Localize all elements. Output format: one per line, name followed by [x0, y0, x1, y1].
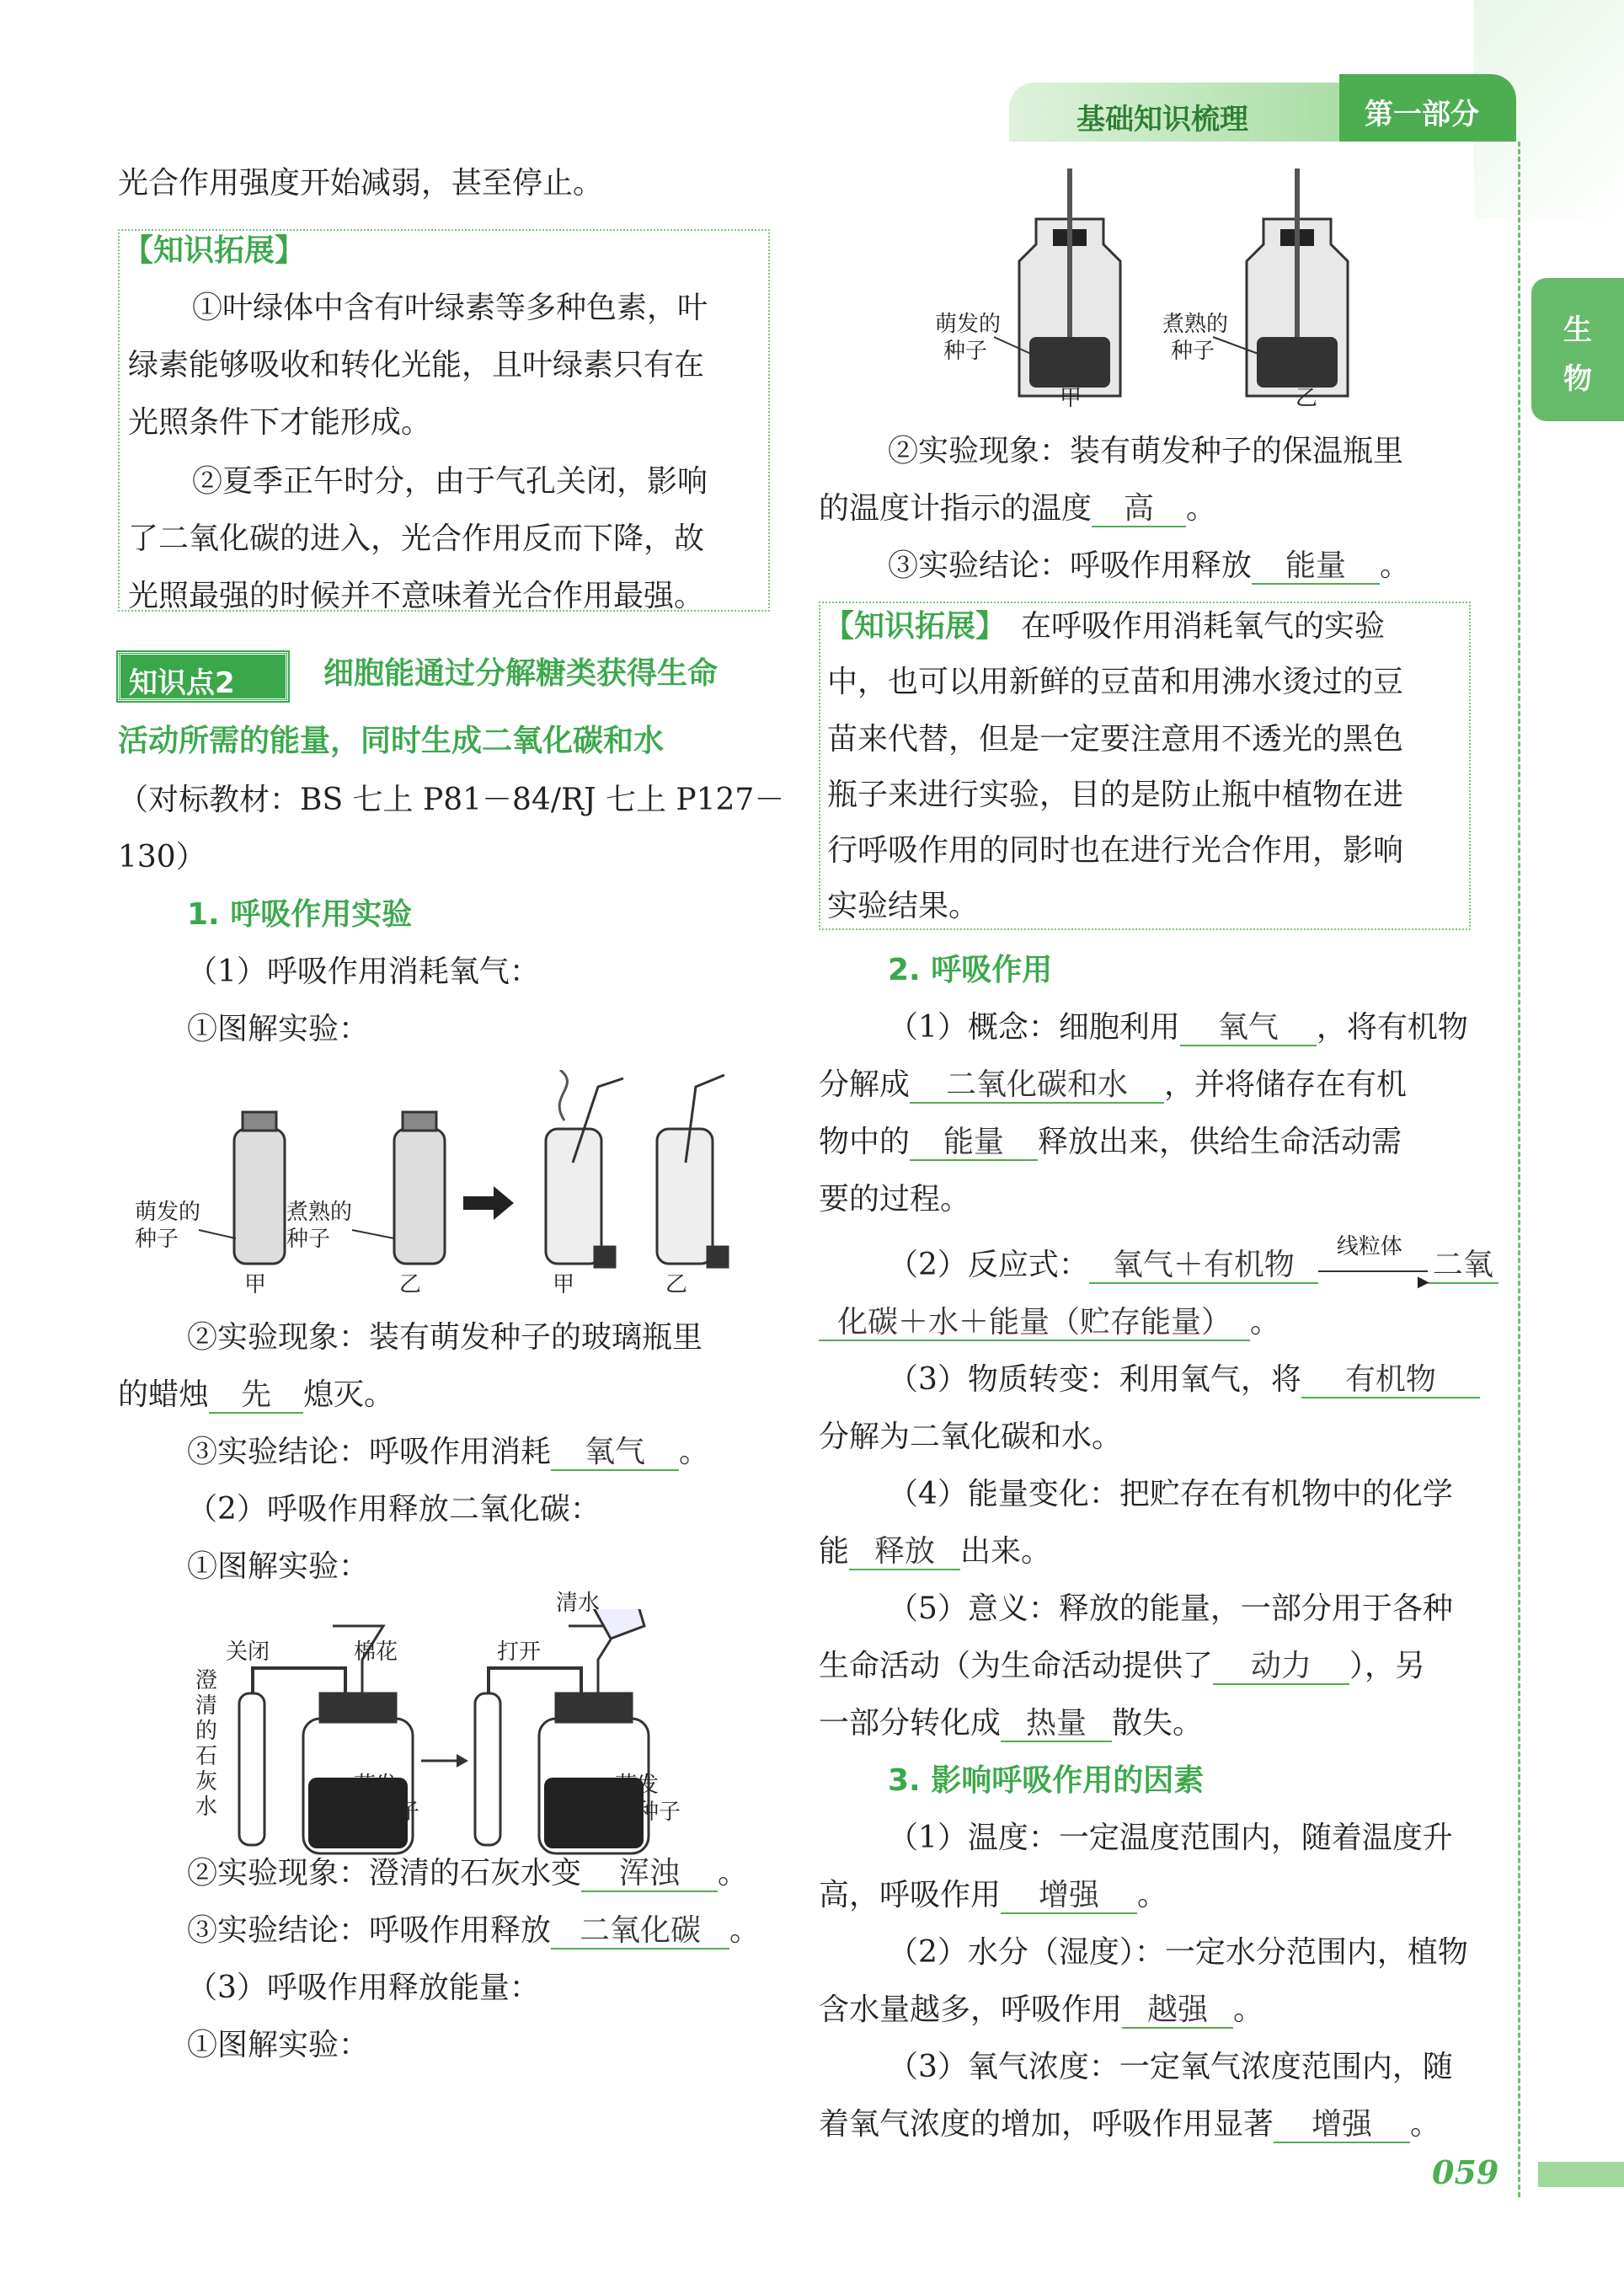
- fig2-lime-1: 澄: [195, 1668, 218, 1693]
- c3-post: 释放出来，供给生命活动需: [1038, 1125, 1402, 1159]
- c1-pre: （1）概念：细胞利用: [888, 1010, 1180, 1045]
- formula-line-1: [888, 1234, 1498, 1291]
- test-tube-1: [239, 1693, 264, 1845]
- answer-blank: 增强: [1001, 1879, 1137, 1914]
- r1b-pre: 的温度计指示的温度: [819, 491, 1092, 526]
- header-section-band: [1009, 83, 1346, 142]
- p2b-post: 。: [729, 1913, 761, 1948]
- concept-line-4: 要的过程。: [819, 1182, 971, 1217]
- arrow-right-icon: [463, 1186, 514, 1220]
- c2-pre: 分解成: [819, 1067, 911, 1102]
- fig2-closed-label: 关闭: [226, 1639, 270, 1665]
- knowledge-point-title-1: 细胞能通过分解糖类获得生命: [323, 656, 719, 691]
- fig2-seeds-2a: 萌发: [615, 1773, 660, 1798]
- p1b-pre: 的蜡烛: [118, 1377, 210, 1412]
- water-line-1: （2）水分（湿度）：一定水分范围内，植物: [888, 1935, 1468, 1970]
- fig2-open-label: 打开: [497, 1639, 542, 1665]
- sub-co2-release: （2）呼吸作用释放二氧化碳：: [187, 1492, 601, 1527]
- ext1-line-4: ②夏季正午时分，由于气孔关闭，影响: [192, 464, 708, 499]
- answer-blank: 高: [1092, 492, 1186, 527]
- c1-post: ，将有机物: [1316, 1010, 1468, 1045]
- fig1-cooked-label-1: 煮熟的: [286, 1200, 353, 1225]
- ext2-line-1: 中，也可以用新鲜的豆苗和用沸水烫过的豆: [827, 665, 1404, 699]
- fig2-lime-2: 清: [195, 1693, 218, 1719]
- rfig-germ-2: 种子: [943, 339, 988, 364]
- ext1-line-1: ①叶绿体中含有叶绿素等多种色素，叶: [192, 291, 708, 325]
- energy-line-2: [819, 1535, 1051, 1570]
- fig2-lime-6: 水: [195, 1794, 218, 1820]
- fig2-lime-5: 灰: [195, 1769, 218, 1794]
- fig2-seeds-1b: 的种子: [354, 1800, 420, 1825]
- knowledge-extension-tag-1: 【知识拓展】: [123, 233, 306, 268]
- answer-blank: 能量: [1252, 549, 1380, 585]
- formula-line-2: [819, 1306, 1280, 1341]
- arrow-head-icon: ▶: [1417, 1273, 1429, 1291]
- smoke-icon: [559, 1070, 567, 1120]
- thermos-experiment-figure: [927, 168, 1398, 421]
- reaction-arrow: [1318, 1234, 1429, 1291]
- answer-blank: 越强: [1122, 1993, 1233, 2029]
- m1-pre: （3）物质转变：利用氧气，将: [888, 1362, 1301, 1397]
- answer-blank: 二氧化碳和水: [910, 1068, 1164, 1104]
- e2-post: 出来。: [960, 1534, 1052, 1569]
- p1c-pre: ③实验结论：呼吸作用消耗: [187, 1435, 552, 1469]
- significance-line-1: （5）意义：释放的能量，一部分用于各种: [888, 1591, 1453, 1626]
- p2a-pre: ②实验现象：澄清的石灰水变: [187, 1856, 582, 1891]
- answer-blank: 化碳＋水＋能量（贮存能量）: [819, 1306, 1250, 1341]
- side-tab-char-2: 物: [1563, 362, 1592, 396]
- knowledge-point-badge: [118, 652, 288, 701]
- c3-pre: 物中的: [819, 1125, 911, 1159]
- ext2-first-line: [824, 610, 1385, 644]
- fig1-yi-2: 乙: [665, 1272, 688, 1297]
- fig2-seeds-2b: 的种子: [615, 1800, 681, 1825]
- t2-pre: 高，呼吸作用: [819, 1878, 1002, 1912]
- energy-line-1: （4）能量变化：把贮存在有机物中的化学: [888, 1477, 1453, 1511]
- oxygen-line-2: [819, 2108, 1440, 2143]
- page-number: 059: [1432, 2153, 1499, 2191]
- heading-respiration: 2. 呼吸作用: [888, 953, 1053, 987]
- w2-pre: 含水量越多，呼吸作用: [819, 1992, 1123, 2027]
- p2b-pre: ③实验结论：呼吸作用释放: [187, 1913, 552, 1948]
- knowledge-point-title-2: 活动所需的能量，同时生成二氧化碳和水: [118, 724, 665, 758]
- answer-blank: 先: [209, 1378, 303, 1414]
- s2-post: ），另: [1349, 1649, 1426, 1683]
- heading-respiration-experiment: 1. 呼吸作用实验: [187, 897, 413, 932]
- header-part-band: [1339, 74, 1516, 142]
- temperature-line-2: [819, 1879, 1167, 1914]
- ext2-line-5: 实验结果。: [827, 889, 980, 923]
- significance-line-2: [819, 1650, 1425, 1685]
- ext1-line-6: 光照最强的时候并不意味着光合作用最强。: [128, 579, 705, 613]
- fig2-lime-3: 的: [195, 1719, 218, 1744]
- sub-oxygen-consumption: （1）呼吸作用消耗氧气：: [187, 955, 540, 989]
- fig1-jia-1: 甲: [244, 1272, 267, 1297]
- fig1-germ-label-1: 萌发的: [135, 1200, 201, 1225]
- p2a-post: 。: [718, 1856, 749, 1891]
- matter-line-1: [888, 1363, 1480, 1399]
- fig3-label: ①图解实验：: [187, 2028, 370, 2062]
- bottle-germinating-candle: [546, 1129, 601, 1264]
- fig2-cotton-label: 棉花: [354, 1639, 398, 1665]
- ext2-line-2: 苗来代替，但是一定要注意用不透光的黑色: [827, 722, 1404, 757]
- side-tab-char-1: 生: [1563, 313, 1592, 347]
- fig1-jia-2: 甲: [553, 1272, 575, 1297]
- r1c-pre: ③实验结论：呼吸作用释放: [888, 548, 1253, 583]
- answer-blank: 氧气＋有机物: [1089, 1249, 1318, 1284]
- matter-line-2: 分解为二氧化碳和水。: [819, 1420, 1123, 1454]
- water-line-2: [819, 1993, 1263, 2029]
- answer-blank: 二氧: [1428, 1249, 1498, 1284]
- ext2-line-4: 行呼吸作用的同时也在进行光合作用，影响: [827, 833, 1404, 868]
- answer-blank: 热量: [1001, 1707, 1112, 1742]
- ext2-first: 在呼吸作用消耗氧气的实验: [1021, 609, 1386, 644]
- fig1-yi-1: 乙: [399, 1272, 422, 1297]
- fig2-water-label: 清水: [556, 1591, 601, 1616]
- left-p1b: [118, 1378, 394, 1414]
- fig2-seeds-1a: 萌发: [354, 1773, 398, 1798]
- t2-post: 。: [1137, 1878, 1168, 1912]
- temperature-line-1: （1）温度：一定温度范围内，随着温度升: [888, 1821, 1453, 1855]
- page-number-bar: [1538, 2162, 1624, 2187]
- reaction-arrow-label: 线粒体: [1336, 1234, 1402, 1259]
- answer-blank: 氧气: [551, 1436, 679, 1471]
- ext1-line-3: 光照条件下才能形成。: [128, 405, 432, 440]
- test-tube-2: [475, 1693, 500, 1845]
- fig1-label: ①图解实验：: [187, 1012, 370, 1046]
- left-p2b: [187, 1914, 760, 1949]
- knowledge-point-badge-text: 知识点2: [129, 666, 235, 700]
- answer-blank: 动力: [1213, 1650, 1349, 1685]
- s3-pre: 一部分转化成: [819, 1706, 1002, 1741]
- r1b-post: 。: [1186, 491, 1217, 526]
- r1c-post: 。: [1380, 548, 1411, 583]
- answer-blank: 增强: [1274, 2108, 1410, 2143]
- rfig-cooked-1: 煮熟的: [1162, 312, 1229, 337]
- s3-post: 散失。: [1112, 1706, 1204, 1741]
- knowledge-extension-tag-2: 【知识拓展】: [824, 609, 1007, 644]
- rfig-cooked-2: 种子: [1171, 339, 1215, 364]
- rfig-jia: 甲: [1060, 386, 1082, 411]
- arrow-right-icon: [1318, 1270, 1428, 1272]
- sub-energy-release: （3）呼吸作用释放能量：: [187, 1971, 540, 2005]
- s2-pre: 生命活动（为生命活动提供了: [819, 1649, 1214, 1683]
- ext2-line-3: 瓶子来进行实验，目的是防止瓶中植物在进: [827, 778, 1404, 812]
- f2-post: 。: [1250, 1305, 1281, 1340]
- c2-post: ，并将储存在有机: [1164, 1067, 1408, 1102]
- significance-line-3: [819, 1707, 1203, 1742]
- left-p1a: ②实验现象：装有萌发种子的玻璃瓶里: [187, 1320, 703, 1355]
- left-top-line: 光合作用强度开始减弱，甚至停止。: [118, 166, 604, 201]
- answer-blank: 能量: [910, 1126, 1038, 1161]
- fig2-label: ①图解实验：: [187, 1549, 370, 1584]
- ext1-line-5: 了二氧化碳的进入，光合作用反而下降，故: [128, 521, 705, 556]
- answer-blank: 浑浊: [581, 1857, 718, 1892]
- concept-line-3: [819, 1126, 1402, 1161]
- o2-post: 。: [1410, 2107, 1441, 2142]
- fig1-germ-label-2: 种子: [135, 1227, 179, 1252]
- rfig-yi: 乙: [1295, 386, 1318, 411]
- textbook-reference-1: （对标教材：BS 七上 P81－84/RJ 七上 P127－: [118, 783, 785, 817]
- fig2-lime-4: 石: [195, 1744, 218, 1769]
- p1c-post: 。: [679, 1435, 710, 1469]
- answer-blank: 氧气: [1180, 1011, 1317, 1046]
- fig1-cooked-label-2: 种子: [286, 1227, 331, 1252]
- right-r1c: [888, 549, 1410, 585]
- bottle-cooked: [394, 1129, 445, 1264]
- e2-pre: 能: [819, 1534, 850, 1569]
- concept-line-2: [819, 1068, 1407, 1104]
- knowledge-extension-box-2: [819, 602, 1471, 930]
- o2-pre: 着氧气浓度的增加，呼吸作用显著: [819, 2107, 1274, 2142]
- side-tab: [1531, 278, 1624, 421]
- p1b-post: 熄灭。: [303, 1377, 395, 1412]
- concept-line-1: [888, 1011, 1468, 1046]
- right-r1b: [819, 492, 1216, 527]
- header-section-title: 基础知识梳理: [1076, 103, 1248, 136]
- left-p1c: [187, 1436, 709, 1471]
- ext1-line-2: 绿素能够吸收和转化光能，且叶绿素只有在: [128, 348, 705, 382]
- answer-blank: 释放: [849, 1535, 960, 1570]
- bottle-cooked-candle: [657, 1129, 713, 1264]
- w2-post: 。: [1233, 1992, 1264, 2027]
- answer-blank: 有机物: [1301, 1363, 1480, 1399]
- f1-pre: （2）反应式：: [888, 1248, 1089, 1282]
- margin-dashed-line: [1518, 142, 1520, 2197]
- left-p2a: [187, 1857, 748, 1892]
- textbook-reference-2: 130）: [118, 840, 206, 874]
- right-r1a: ②实验现象：装有萌发种子的保温瓶里: [888, 434, 1404, 468]
- oxygen-line-1: （3）氧气浓度：一定氧气浓度范围内，随: [888, 2050, 1453, 2084]
- rfig-germ-1: 萌发的: [935, 312, 1002, 337]
- bottle-germinating: [234, 1129, 285, 1264]
- header-part-title: 第一部分: [1365, 98, 1479, 131]
- answer-blank: 二氧化碳: [551, 1914, 729, 1949]
- heading-factors: 3. 影响呼吸作用的因素: [888, 1763, 1205, 1798]
